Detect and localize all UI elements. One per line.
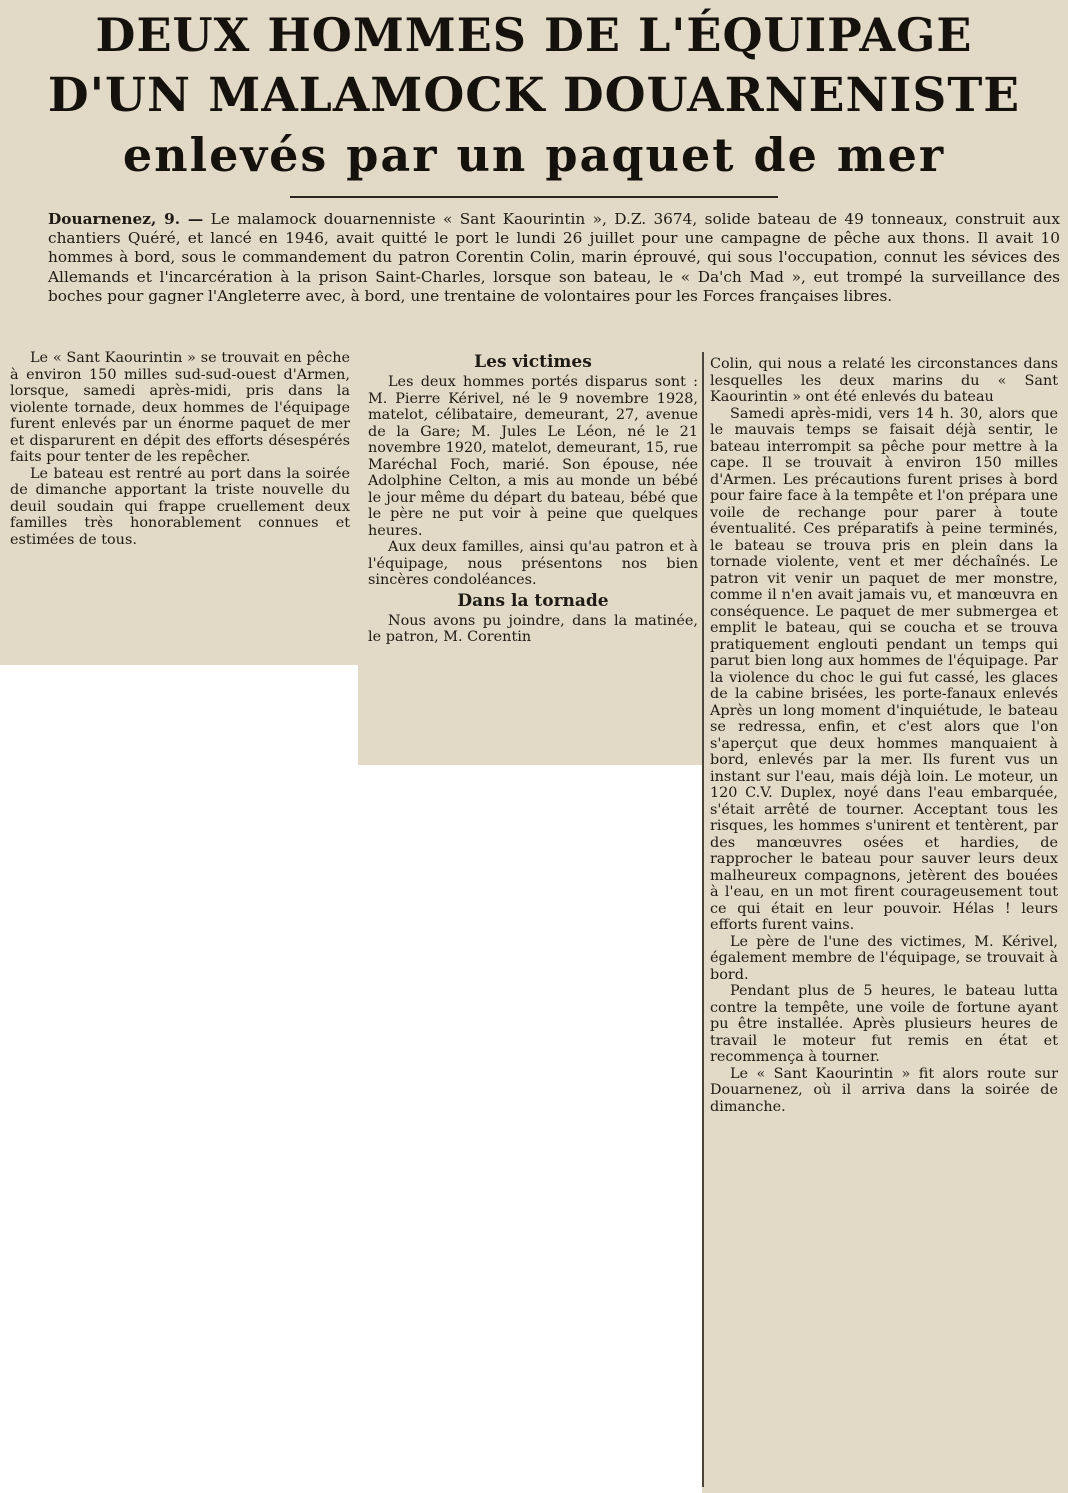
column-a-paragraph-2: Le bateau est rentré au port dans la soirée de dimanche apportant la triste nouvelle du deuil soudain qui frappe cruellement deux familles très honorablement connues et estimées de tous. — [10, 465, 350, 548]
column-b-paragraph-1: Les deux hommes portés disparus sont : M. Pierre Kérivel, né le 9 novembre 1928, matelot, célibataire, demeurant, 27, avenue de la Gare; M. Jules Le Léon, né le 21 novembre 1920, matelot, demeurant, 15, rue Maréchal Foch, marié. Son épouse, née Adolphine Celton, a mis au monde un bébé le jour même du départ du bateau, bébé que le père ne put voir à peine que quelques heures. — [368, 374, 698, 539]
column-a-paragraph-1: Le « Sant Kaourintin » se trouvait en pêche à environ 150 milles sud-sud-ouest d'Armen, lorsque, samedi après-midi, pris dans la violente tornade, deux hommes de l'équipage furent enlevés par un énorme paquet de mer et disparurent en dépit des efforts désespérés faits pour tenter de les repêcher. — [10, 350, 350, 465]
column-c-paragraph-1: Samedi après-midi, vers 14 h. 30, alors que le mauvais temps se faisait déjà sentir, le bateau interrompit sa pêche pour mettre à la cape. Il se trouvait à environ 150 milles d'Armen. Les précautions furent prises à bord pour faire face à la tempête et l'on prépara une voile de rechange pour parer à toute éventualité. Ces préparatifs à peine terminés, le bateau se trouva pris en plein dans la tornade violente, vent et mer déchaînés. Le patron vit venir un paquet de mer monstre, comme il n'en avait jamais vu, et manœuvra en conséquence. Le paquet de mer submergea et emplit le bateau, qui se coucha et se trouva pratiquement englouti pendant un temps qui parut bien long aux hommes de l'équipage. Par la violence du choc le gui fut cassé, les glaces de la cabine brisées, les porte-fanaux enlevés Après un long moment d'inquiétude, le bateau se redressa, enfin, et c'est alors que l'on s'aperçut que deux hommes manquaient à bord, enlevés par la mer. Ils furent vus un instant sur l'eau, mais déjà loin. Le moteur, un 120 C.V. Duplex, noyé dans l'eau embarquée, s'était arrêté de tourner. Acceptant tous les risques, les hommes s'unirent et tentèrent, par des manœuvres osées et hardies, de rapprocher le bateau pour sauver leurs deux malheureux compagnons, jetèrent des bouées à l'eau, en un mot firent courageusement tout ce qui était en leur pouvoir. Hélas ! leurs efforts furent vains. — [710, 405, 1058, 933]
lead-paragraph — [48, 210, 1060, 340]
column-b — [368, 350, 698, 646]
column-c-paragraph-2: Le père de l'une des victimes, M. Kérivel, également membre de l'équipage, se trouvait à bord. — [710, 933, 1058, 983]
headline-line-1: DEUX HOMMES DE L'ÉQUIPAGE — [95, 8, 973, 62]
column-c — [710, 356, 1058, 1115]
subhead-victims: Les victimes — [474, 352, 592, 372]
headline-line-2: D'UN MALAMOCK DOUARNENISTE — [47, 68, 1021, 123]
column-c-paragraph-3: Pendant plus de 5 heures, le bateau lutta contre la tempête, une voile de fortune ayant pu être installée. Après plusieurs heures de travail le moteur fut remis en état et recommença à tourner. — [710, 983, 1058, 1065]
headline-line-3: enlevés par un paquet de mer — [122, 128, 946, 182]
dateline: Douarnenez, 9. — — [48, 210, 204, 228]
column-divider — [702, 352, 704, 1487]
lead-text: Le malamock douarnenniste « Sant Kaourintin », D.Z. 3674, solide bateau de 49 tonneaux, construit aux chantiers Quéré, et lancé en 1946, avait quitté le port le lundi 26 juillet pour une campagne de pêche aux thons. Il avait 10 hommes à bord, sous le commandement du patron Corentin Colin, marin éprouvé, qui sous l'occupation, connut les sévices des Allemands et l'incarcération à la prison Saint-Charles, lorsque son bateau, le « Da'ch Mad », eut trompé la surveillance des boches pour gagner l'Angleterre avec, à bord, une trentaine de volontaires pour les Forces françaises libres. — [48, 210, 1060, 305]
column-b-paragraph-3: Nous avons pu joindre, dans la matinée, le patron, M. Corentin — [368, 612, 698, 645]
column-c-paragraph-4: Le « Sant Kaourintin » fit alors route sur Douarnenez, où il arriva dans la soirée de dimanche. — [710, 1065, 1058, 1115]
column-c-paragraph-0: Colin, qui nous a relaté les circonstances dans lesquelles les deux marins du « Sant Kaourintin » ont été enlevés du bateau — [710, 356, 1058, 405]
subhead-tornado: Dans la tornade — [457, 590, 609, 611]
headline-rule — [290, 196, 778, 198]
column-a — [10, 350, 350, 548]
column-b-paragraph-2: Aux deux familles, ainsi qu'au patron et à l'équipage, nous présentons nos bien sincères condoléances. — [368, 539, 698, 588]
